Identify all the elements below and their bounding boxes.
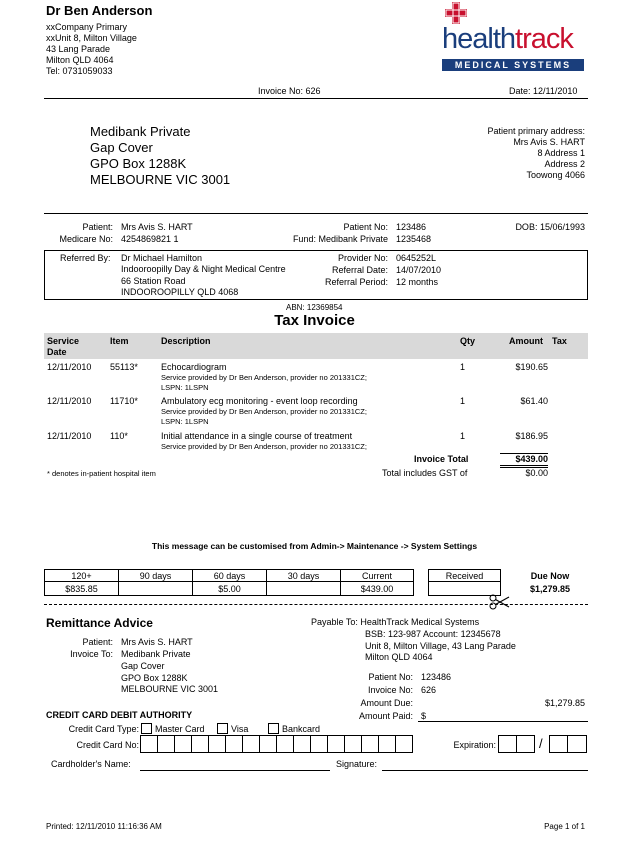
addressee-line-3: GPO Box 1288K	[90, 156, 187, 171]
cc-no-label: Credit Card No:	[76, 740, 139, 750]
row-qty: 1	[460, 396, 466, 406]
col-header-amount: Amount	[509, 336, 543, 346]
practice-address-1: xxCompany Primary	[46, 22, 128, 32]
patient-name: Mrs Avis S. HART	[121, 222, 193, 232]
aging-value-60: $5.00	[218, 584, 241, 594]
patient-address-line-2: 8 Address 1	[537, 148, 585, 158]
cardholder-name-line[interactable]	[140, 770, 330, 771]
invoice-total: $439.00	[515, 454, 548, 464]
practice-address-3: 43 Lang Parade	[46, 44, 111, 54]
page-number: Page 1 of 1	[544, 822, 585, 831]
cc-authority-title: CREDIT CARD DEBIT AUTHORITY	[46, 710, 193, 720]
row-service-note: Service provided by Dr Ben Anderson, provider no 201331CZ;	[161, 373, 367, 382]
row-qty: 1	[460, 431, 466, 441]
aging-header-60: 60 days	[213, 571, 246, 581]
remit-invoice-to-4: MELBOURNE VIC 3001	[121, 684, 219, 694]
col-header-date: Date	[47, 347, 67, 357]
practice-address-4: Milton QLD 4064	[46, 55, 114, 65]
bank-details: BSB: 123-987 Account: 12345678	[365, 629, 501, 639]
total-rule-top	[500, 453, 548, 454]
aging-header-120: 120+	[71, 571, 92, 581]
row-date: 12/11/2010	[47, 362, 92, 372]
referral-period: 12 months	[396, 277, 439, 287]
custom-message: This message can be customised from Admin-> Maintenance -> System Settings	[151, 541, 478, 551]
col-header-item: Item	[110, 336, 129, 346]
patient-no: 123486	[396, 222, 427, 232]
aging-value-120: $835.85	[65, 584, 98, 594]
medicare-label: Medicare No:	[59, 234, 113, 244]
row-date: 12/11/2010	[47, 431, 92, 441]
remit-patient: Mrs Avis S. HART	[121, 637, 193, 647]
referrer-line-3: 66 Station Road	[121, 276, 186, 286]
amount-due: $1,279.85	[544, 698, 585, 708]
payee-address-2: Milton QLD 4064	[365, 652, 433, 662]
amount-paid-field[interactable]: $	[421, 711, 427, 721]
provider-no-label: Provider No:	[337, 253, 388, 263]
remit-patient-no: 123486	[421, 672, 452, 682]
referrer-line-4: INDOOROOPILLY QLD 4068	[121, 287, 239, 297]
invoice-total-label: Invoice Total	[414, 454, 469, 464]
payable-to: Payable To: HealthTrack Medical Systems	[311, 617, 480, 627]
remit-invoice-to-1: Medibank Private	[121, 649, 191, 659]
mastercard-checkbox[interactable]	[141, 723, 152, 734]
row-item: 55113*	[110, 362, 138, 372]
signature-label: Signature:	[336, 759, 378, 769]
logo-word-health: health	[442, 23, 516, 55]
invoice-date: Date: 12/11/2010	[509, 86, 578, 96]
addressee-line-2: Gap Cover	[90, 140, 153, 155]
remit-invoice-to-2: Gap Cover	[121, 661, 165, 671]
patient-address-label: Patient primary address:	[487, 126, 585, 136]
scissors-icon	[489, 593, 511, 611]
exp-month-box-2[interactable]	[516, 735, 535, 753]
expiration-label: Expiration:	[453, 740, 496, 750]
aging-value-current: $439.00	[360, 584, 394, 594]
referrer-line-2: Indooroopilly Day & Night Medical Centre	[121, 264, 286, 274]
row-service-note: Service provided by Dr Ben Anderson, provider no 201331CZ;	[161, 442, 367, 451]
row-lspn: LSPN: 1LSPN	[161, 383, 209, 392]
patient-no-label: Patient No:	[343, 222, 388, 232]
aging-header-90: 90 days	[139, 571, 172, 581]
remit-patient-no-label: Patient No:	[368, 672, 413, 682]
referral-date-label: Referral Date:	[331, 265, 388, 275]
due-now-label: Due Now	[530, 571, 570, 581]
row-lspn: LSPN: 1LSPN	[161, 417, 209, 426]
remittance-title: Remittance Advice	[46, 616, 153, 630]
row-description: Ambulatory ecg monitoring - event loop recording	[161, 396, 358, 406]
referral-label: Referred By:	[60, 253, 111, 263]
referral-date: 14/07/2010	[396, 265, 442, 275]
doctor-name: Dr Ben Anderson	[46, 3, 153, 18]
remit-invoice-to-3: GPO Box 1288K	[121, 673, 188, 683]
inpatient-note: * denotes in-patient hospital item	[47, 469, 156, 478]
bankcard-checkbox[interactable]	[268, 723, 279, 734]
gst-label: Total includes GST of	[382, 468, 468, 478]
remit-invoice-no: 626	[421, 685, 437, 695]
visa-checkbox[interactable]	[217, 723, 228, 734]
row-service-note: Service provided by Dr Ben Anderson, provider no 201331CZ;	[161, 407, 367, 416]
amount-paid-label: Amount Paid:	[358, 711, 413, 721]
remit-invoice-to-label: Invoice To:	[70, 649, 113, 659]
patient-address-line-3: Address 2	[544, 159, 585, 169]
amount-due-label: Amount Due:	[360, 698, 413, 708]
col-header-description: Description	[161, 336, 211, 346]
exp-year-box-1[interactable]	[549, 735, 568, 753]
printed-timestamp: Printed: 12/11/2010 11:16:36 AM	[46, 822, 162, 831]
tax-invoice-title: Tax Invoice	[274, 312, 355, 329]
patient-section-rule	[44, 213, 588, 214]
signature-line[interactable]	[382, 770, 588, 771]
fund-label: Fund: Medibank Private	[292, 234, 388, 244]
referrer-line-1: Dr Michael Hamilton	[121, 253, 203, 263]
row-amount: $61.40	[520, 396, 548, 406]
addressee-line-1: Medibank Private	[90, 124, 191, 139]
cc-number-boxes[interactable]	[140, 735, 413, 753]
visa-label: Visa	[231, 724, 249, 734]
exp-month-box-1[interactable]	[498, 735, 517, 753]
gst-amount: $0.00	[525, 468, 548, 478]
patient-address-line-4: Toowong 4066	[526, 170, 585, 180]
remit-patient-label: Patient:	[82, 637, 113, 647]
fund-number: 1235468	[396, 234, 432, 244]
row-item: 11710*	[110, 396, 138, 406]
aging-header-current: Current	[361, 571, 392, 581]
row-item: 110*	[110, 431, 128, 441]
row-amount: $190.65	[515, 362, 548, 372]
row-qty: 1	[460, 362, 466, 372]
medicare-number: 4254869821 1	[121, 234, 179, 244]
logo-subtitle: MEDICAL SYSTEMS	[442, 59, 584, 71]
row-description: Initial attendance in a single course of treatment	[161, 431, 353, 441]
col-header-tax: Tax	[552, 336, 567, 346]
referral-period-label: Referral Period:	[324, 277, 388, 287]
remit-invoice-no-label: Invoice No:	[367, 685, 413, 695]
mastercard-label: Master Card	[155, 724, 205, 734]
medical-cross-icon	[445, 2, 467, 24]
patient-address-line-1: Mrs Avis S. HART	[513, 137, 585, 147]
abn: ABN: 12369854	[286, 303, 343, 312]
header-rule	[44, 98, 588, 99]
exp-year-box-2[interactable]	[567, 735, 587, 753]
cardholder-name-label: Cardholder's Name:	[51, 759, 131, 769]
col-header-qty: Qty	[460, 336, 476, 346]
row-amount: $186.95	[515, 431, 548, 441]
provider-no: 0645252L	[396, 253, 437, 263]
practice-phone: Tel: 0731059033	[46, 66, 113, 76]
amount-paid-line	[418, 721, 588, 722]
healthtrack-logo	[440, 2, 590, 74]
addressee-line-4: MELBOURNE VIC 3001	[90, 172, 231, 187]
row-description: Echocardiogram	[161, 362, 227, 372]
cc-type-label: Credit Card Type:	[68, 724, 139, 734]
aging-header-30: 30 days	[287, 571, 320, 581]
patient-label: Patient:	[82, 222, 113, 232]
bankcard-label: Bankcard	[282, 724, 321, 734]
row-date: 12/11/2010	[47, 396, 92, 406]
expiration-slash: /	[539, 736, 543, 751]
dob: DOB: 15/06/1993	[515, 222, 585, 232]
due-now-amount: $1,279.85	[529, 584, 571, 594]
logo-word-track: track	[515, 23, 573, 55]
invoice-number: Invoice No: 626	[258, 86, 321, 96]
payee-address-1: Unit 8, Milton Village, 43 Lang Parade	[365, 641, 516, 651]
col-header-service: Service	[47, 336, 80, 346]
received-label: Received	[445, 571, 484, 581]
practice-address-2: xxUnit 8, Milton Village	[46, 33, 137, 43]
